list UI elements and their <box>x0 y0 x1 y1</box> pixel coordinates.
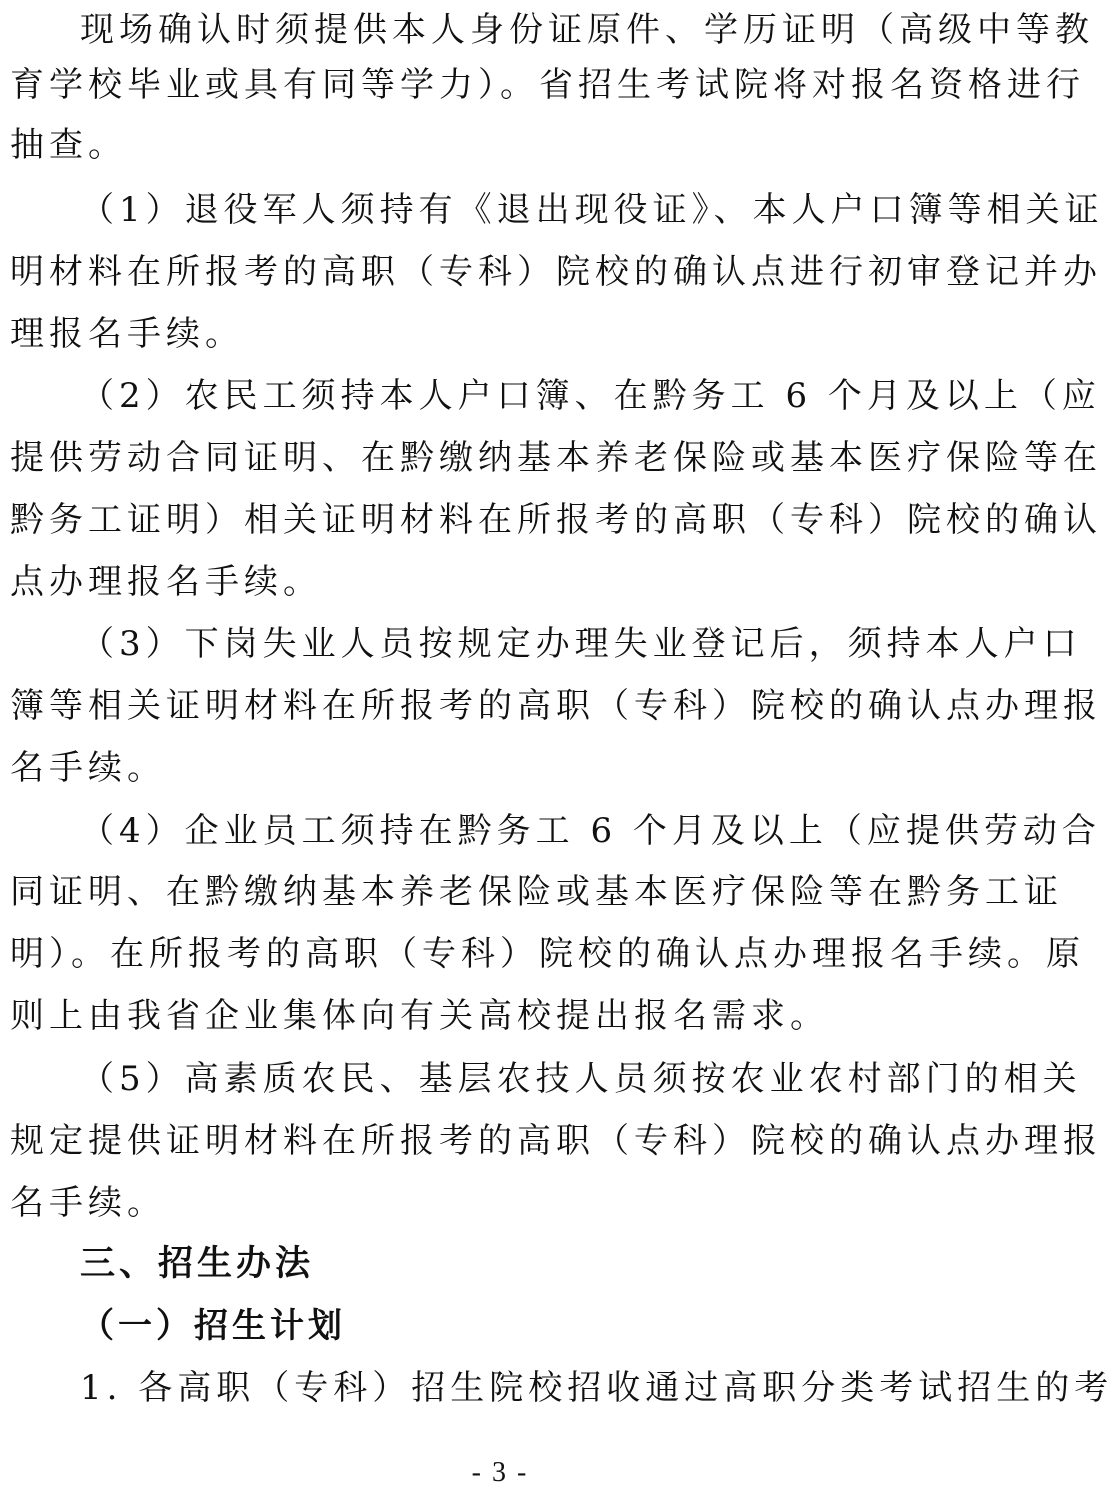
body-line-6: 理报名手续。 <box>10 314 244 354</box>
body-line-18: （5）高素质农民、基层农技人员须按农业农村部门的相关 <box>80 1059 1082 1099</box>
body-line-17: 则上由我省企业集体向有关高校提出报名需求。 <box>10 996 829 1036</box>
body-line-13: 名手续。 <box>10 748 166 788</box>
body-line-23: 1. 各高职（专科）招生院校招收通过高职分类考试招生的考 <box>80 1368 1113 1408</box>
body-line-19: 规定提供证明材料在所报考的高职（专科）院校的确认点办理报 <box>10 1121 1102 1161</box>
body-line-8: 提供劳动合同证明、在黔缴纳基本养老保险或基本医疗保险等在 <box>10 438 1102 478</box>
body-line-14: （4）企业员工须持在黔务工 6 个月及以上（应提供劳动合 <box>80 811 1101 851</box>
body-line-3: 抽查。 <box>10 125 127 165</box>
body-line-10: 点办理报名手续。 <box>10 562 322 602</box>
body-line-16: 明）。在所报考的高职（专科）院校的确认点办理报名手续。原 <box>10 934 1085 974</box>
body-line-20: 名手续。 <box>10 1183 166 1223</box>
body-line-12: 簿等相关证明材料在所报考的高职（专科）院校的确认点办理报 <box>10 686 1102 726</box>
body-line-11: （3）下岗失业人员按规定办理失业登记后，须持本人户口 <box>80 624 1082 664</box>
body-line-7: （2）农民工须持本人户口簿、在黔务工 6 个月及以上（应 <box>80 376 1101 416</box>
body-line-15: 同证明、在黔缴纳基本养老保险或基本医疗保险等在黔务工证 <box>10 872 1063 912</box>
page-number: - 3 - <box>471 1457 529 1488</box>
body-line-4: （1）退役军人须持有《退出现役证》、本人户口簿等相关证 <box>80 190 1104 230</box>
body-line-9: 黔务工证明）相关证明材料在所报考的高职（专科）院校的确认 <box>10 500 1102 540</box>
body-line-2: 育学校毕业或具有同等学力）。省招生考试院将对报名资格进行 <box>10 65 1085 105</box>
subsection-heading: （一）招生计划 <box>80 1306 346 1346</box>
section-heading: 三、招生办法 <box>80 1244 315 1284</box>
body-line-5: 明材料在所报考的高职（专科）院校的确认点进行初审登记并办 <box>10 252 1102 292</box>
body-line-1: 现场确认时须提供本人身份证原件、学历证明（高级中等教 <box>80 10 1094 50</box>
